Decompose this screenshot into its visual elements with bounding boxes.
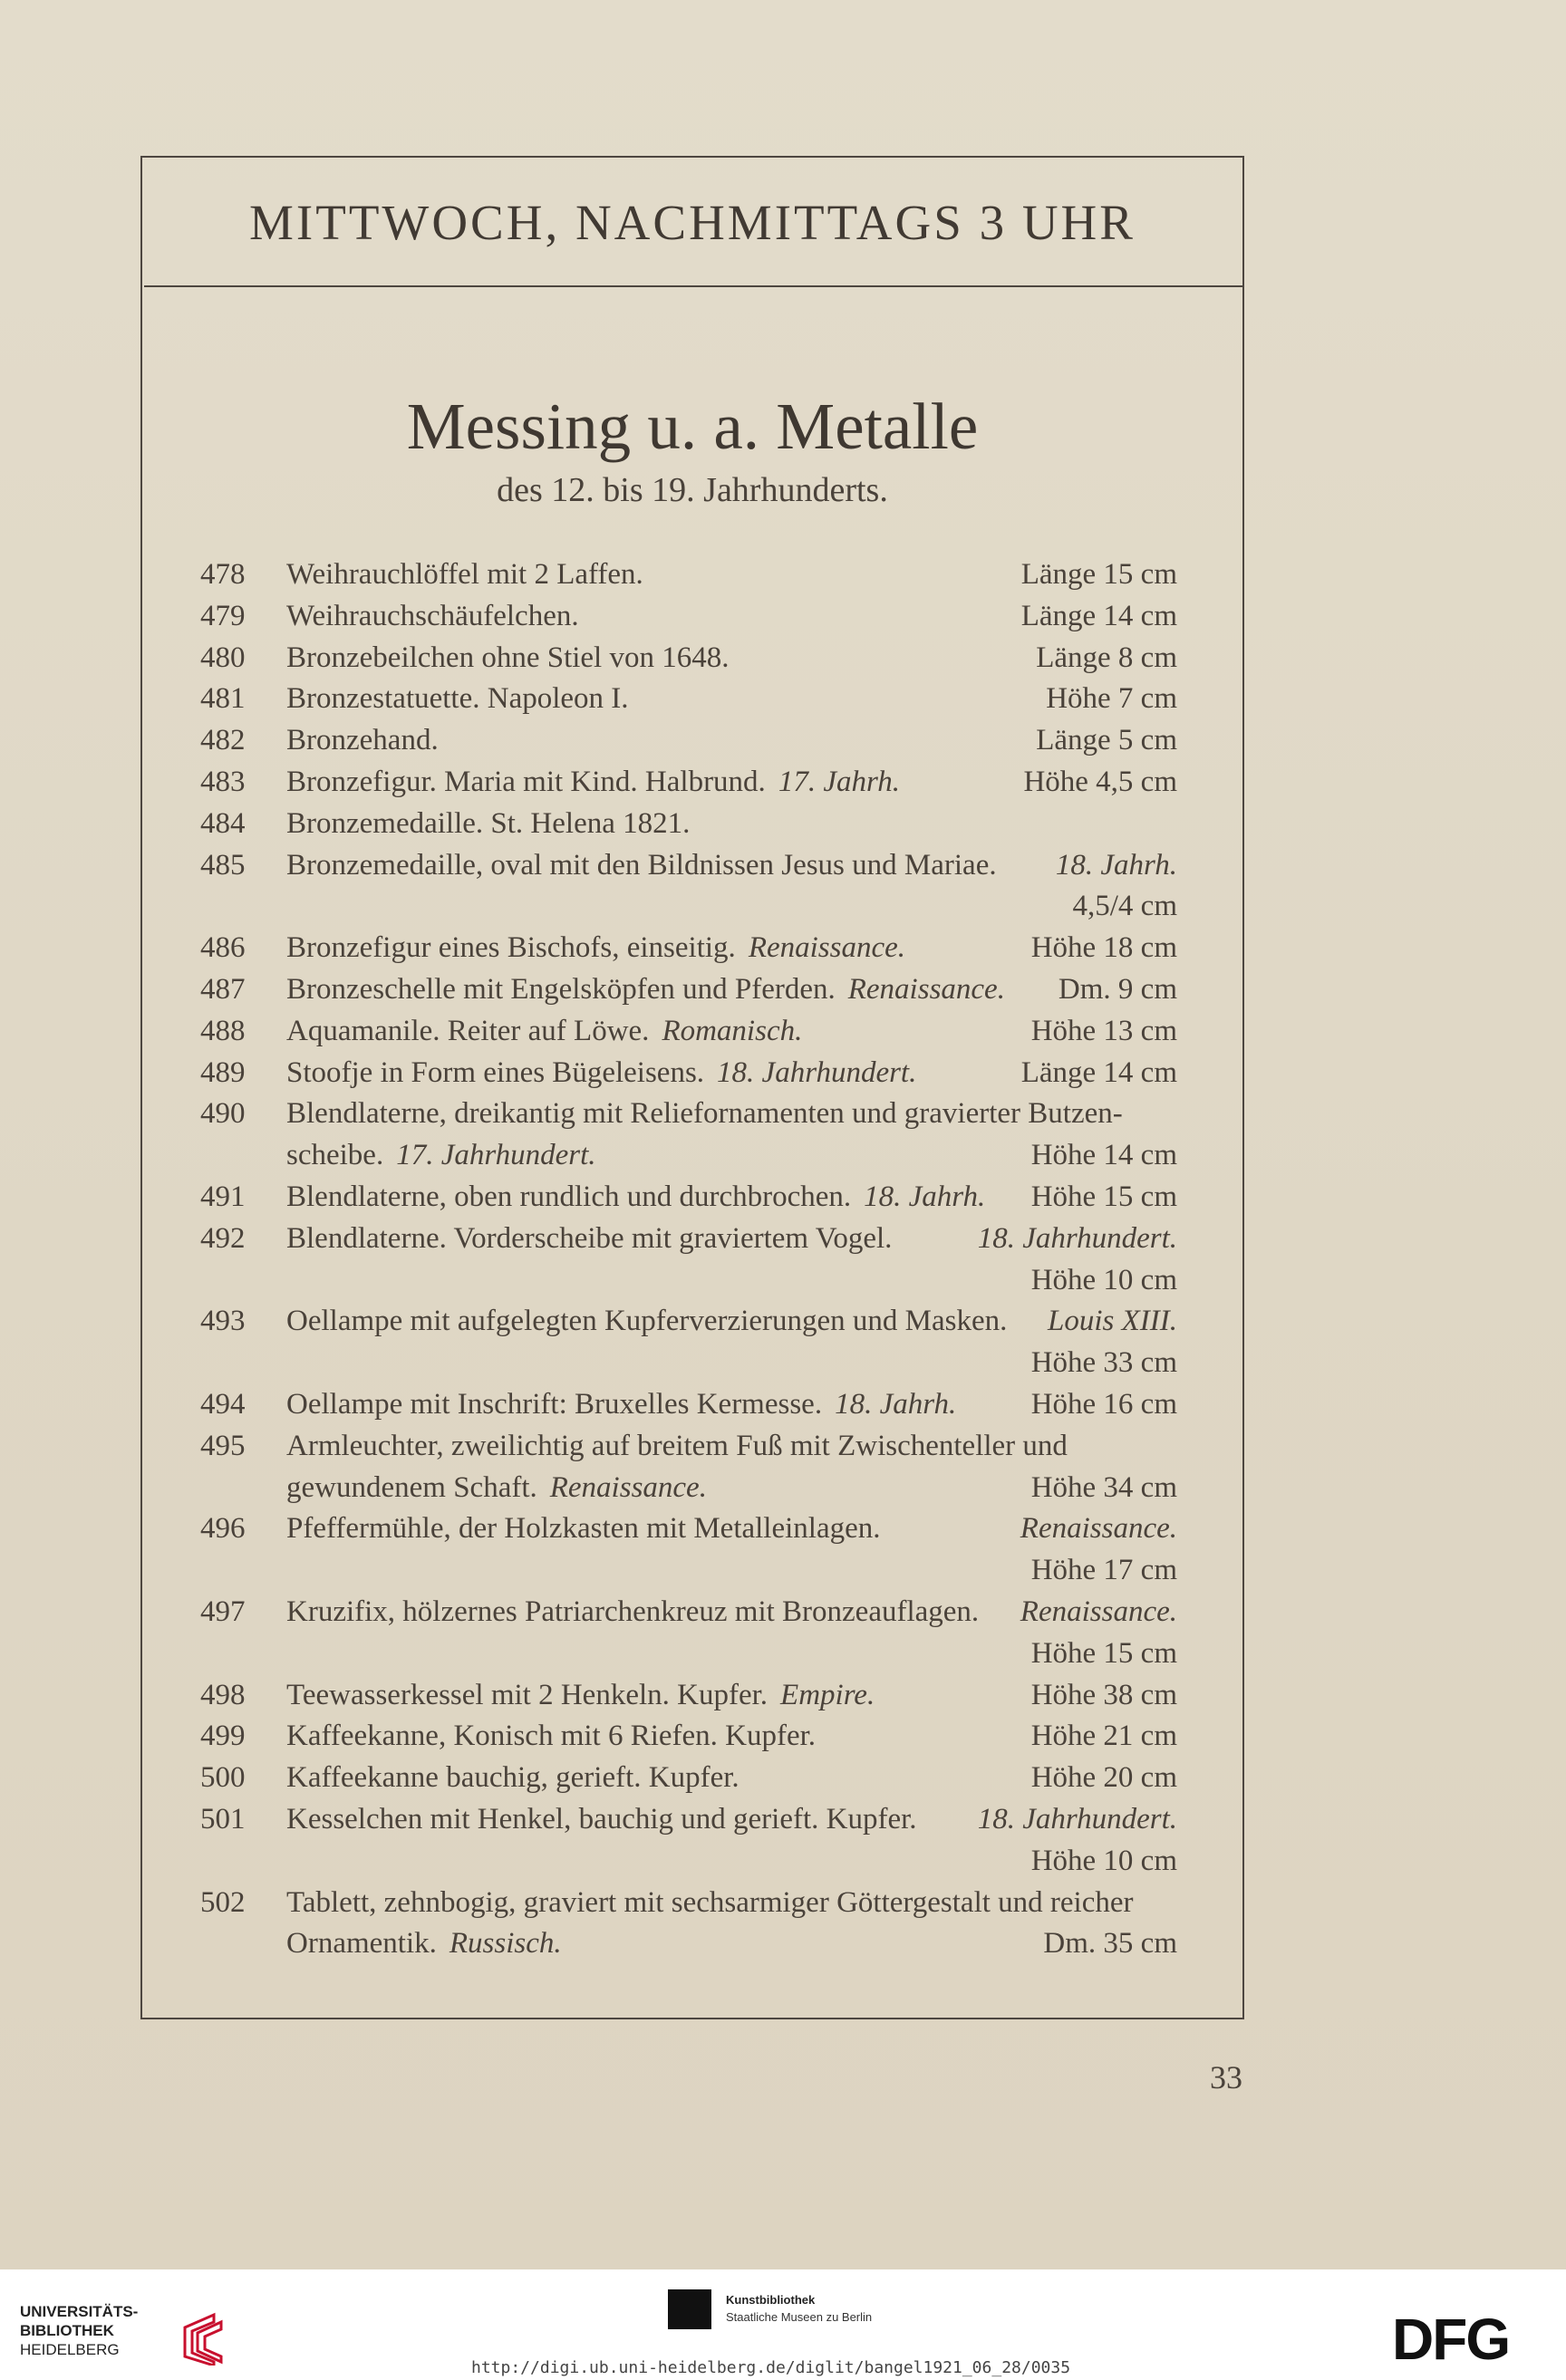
lot-entry: [142, 1301, 1242, 1384]
page-number: 33: [1210, 2059, 1242, 2096]
lot-entry: [142, 1177, 1242, 1219]
lot-number: 490: [200, 1097, 246, 1131]
lot-entry: [142, 554, 1242, 596]
lot-description: Bronzemedaille, oval mit den Bildnissen Jesus und Mariae.: [286, 848, 997, 882]
lot-entry: [142, 1053, 1242, 1094]
lot-measurement: Höhe 13 cm: [1030, 1014, 1177, 1047]
lot-number: 486: [200, 931, 246, 965]
lot-period: Romanisch.: [662, 1014, 803, 1047]
lot-description: Oellampe mit aufgelegten Kupferverzierungen und Masken.: [286, 1305, 1008, 1338]
lot-description: Pfeffermühle, der Holzkasten mit Metalleinlagen.: [286, 1512, 881, 1546]
lot-measurement: Höhe 10 cm: [1030, 1844, 1177, 1877]
lot-entry: [142, 1384, 1242, 1426]
lot-entry: [142, 1094, 1242, 1177]
lot-period: 18. Jahrhundert.: [977, 1802, 1177, 1836]
lot-description: Bronzeschelle mit Engelsköpfen und Pferden.: [286, 972, 836, 1006]
kunstbibliothek-logo[interactable]: [668, 2280, 922, 2326]
lot-description: Stoofje in Form eines Bügeleisens.: [286, 1055, 705, 1089]
lot-number: 479: [200, 599, 246, 632]
lot-description-continued: gewundenem Schaft.: [286, 1470, 537, 1504]
ub-line-3: HEIDELBERG: [20, 2341, 120, 2358]
lot-description: Kruzifix, hölzernes Patriarchenkreuz mit Bronzeauflagen.: [286, 1595, 980, 1628]
kunstbibliothek-mark-icon: [668, 2289, 711, 2329]
lot-description: Blendlaterne. Vorderscheibe mit graviertem Vogel.: [286, 1221, 893, 1255]
lot-number: 492: [200, 1221, 246, 1255]
lot-number: 489: [200, 1055, 246, 1089]
lot-measurement: Höhe 18 cm: [1030, 931, 1177, 965]
lot-description: Weihrauchschäufelchen.: [286, 599, 579, 632]
lot-period: 18. Jahrh.: [864, 1180, 986, 1213]
ub-mark-icon: [178, 2311, 232, 2366]
lot-period: 18. Jahrh.: [835, 1387, 957, 1421]
lot-entry: [142, 969, 1242, 1011]
lot-number: 501: [200, 1802, 246, 1836]
lot-period: 17. Jahrhundert.: [396, 1139, 596, 1172]
header-divider: [144, 285, 1242, 287]
lot-description: Blendlaterne, oben rundlich und durchbrochen.: [286, 1180, 852, 1213]
lot-number: 500: [200, 1761, 246, 1795]
lot-measurement: 4,5/4 cm: [1072, 890, 1177, 923]
lot-period: Russisch.: [449, 1927, 562, 1961]
lot-number: 491: [200, 1180, 246, 1213]
lot-entry: [142, 804, 1242, 845]
lot-number: 495: [200, 1429, 246, 1462]
lot-list: [142, 554, 1242, 1965]
lot-number: 478: [200, 558, 246, 591]
lot-period: 18. Jahrh.: [1055, 848, 1177, 882]
lot-period: Renaissance.: [847, 972, 1005, 1006]
lot-description: Kesselchen mit Henkel, bauchig und gerieft. Kupfer.: [286, 1802, 917, 1836]
lot-measurement: Höhe 15 cm: [1030, 1180, 1177, 1213]
lot-entry: [142, 845, 1242, 929]
lot-measurement: Dm. 9 cm: [1058, 972, 1177, 1006]
lot-entry: [142, 1219, 1242, 1302]
lot-measurement: Höhe 33 cm: [1030, 1346, 1177, 1380]
lot-period: Renaissance.: [748, 931, 906, 965]
lot-entry: [142, 1883, 1242, 1966]
lot-measurement: Höhe 15 cm: [1030, 1636, 1177, 1670]
lot-entry: [142, 638, 1242, 679]
lot-period: Renaissance.: [549, 1470, 707, 1504]
lot-description-continued: scheibe.: [286, 1139, 384, 1172]
lot-number: 480: [200, 641, 246, 674]
lot-description: Teewasserkessel mit 2 Henkeln. Kupfer.: [286, 1678, 768, 1711]
lot-measurement: Höhe 16 cm: [1030, 1387, 1177, 1421]
page-frame: [140, 156, 1244, 2019]
lot-measurement: Dm. 35 cm: [1043, 1927, 1177, 1961]
footer-bar: [0, 2269, 1566, 2380]
lot-number: 502: [200, 1885, 246, 1919]
ub-line-1: UNIVERSITÄTS-: [20, 2303, 139, 2320]
lot-period: Louis XIII.: [1048, 1305, 1177, 1338]
lot-measurement: Länge 14 cm: [1020, 599, 1177, 632]
lot-description: Aquamanile. Reiter auf Löwe.: [286, 1014, 650, 1047]
lot-description: Kaffeekanne bauchig, gerieft. Kupfer.: [286, 1761, 740, 1795]
lot-description: Armleuchter, zweilichtig auf breitem Fuß mit Zwischenteller und: [286, 1429, 1068, 1462]
lot-entry: [142, 762, 1242, 804]
lot-number: 498: [200, 1678, 246, 1711]
lot-measurement: Höhe 17 cm: [1030, 1554, 1177, 1587]
session-header: MITTWOCH, NACHMITTAGS 3 UHR: [249, 195, 1136, 250]
lot-entry: [142, 1011, 1242, 1053]
lot-description: Bronzemedaille. St. Helena 1821.: [286, 806, 691, 840]
lot-description: Blendlaterne, dreikantig mit Reliefornamenten und gravierter Butzen-: [286, 1097, 1123, 1131]
kb-name: Kunstbibliothek: [726, 2293, 816, 2307]
section-title: Messing u. a. Metalle: [406, 390, 979, 463]
permalink-url[interactable]: http://digi.ub.uni-heidelberg.de/diglit/bangel1921_06_28/0035: [471, 2358, 1071, 2377]
lot-description: Bronzefigur eines Bischofs, einseitig.: [286, 931, 736, 965]
lot-number: 481: [200, 682, 246, 716]
lot-measurement: Höhe 7 cm: [1046, 682, 1177, 716]
lot-description: Kaffeekanne, Konisch mit 6 Riefen. Kupfer.: [286, 1720, 817, 1753]
lot-measurement: Höhe 20 cm: [1030, 1761, 1177, 1795]
lot-entry: [142, 720, 1242, 762]
lot-measurement: Länge 14 cm: [1020, 1055, 1177, 1089]
lot-number: 488: [200, 1014, 246, 1047]
lot-description: Weihrauchlöffel mit 2 Laffen.: [286, 558, 643, 591]
lot-measurement: Länge 15 cm: [1020, 558, 1177, 591]
lot-description: Bronzebeilchen ohne Stiel von 1648.: [286, 641, 730, 674]
lot-measurement: Länge 5 cm: [1036, 724, 1177, 757]
lot-number: 482: [200, 724, 246, 757]
lot-number: 497: [200, 1595, 246, 1628]
lot-measurement: Höhe 4,5 cm: [1023, 765, 1177, 798]
lot-entry: [142, 596, 1242, 638]
section-subtitle: des 12. bis 19. Jahrhunderts.: [497, 471, 888, 509]
lot-period: Renaissance.: [1020, 1512, 1177, 1546]
lot-entry: [142, 679, 1242, 720]
kb-subtitle: Staatliche Museen zu Berlin: [726, 2310, 873, 2324]
lot-measurement: Länge 8 cm: [1036, 641, 1177, 674]
lot-number: 484: [200, 806, 246, 840]
lot-measurement: Höhe 34 cm: [1030, 1470, 1177, 1504]
lot-period: Empire.: [780, 1678, 875, 1711]
lot-measurement: Höhe 10 cm: [1030, 1263, 1177, 1296]
lot-description-continued: Ornamentik.: [286, 1927, 437, 1961]
lot-measurement: Höhe 38 cm: [1030, 1678, 1177, 1711]
lot-entry: [142, 1716, 1242, 1758]
lot-number: 499: [200, 1720, 246, 1753]
lot-description: Bronzehand.: [286, 724, 439, 757]
lot-period: 17. Jahrh.: [778, 765, 900, 798]
lot-measurement: Höhe 14 cm: [1030, 1139, 1177, 1172]
lot-entry: [142, 928, 1242, 969]
lot-period: 18. Jahrhundert.: [977, 1221, 1177, 1255]
ub-line-2: BIBLIOTHEK: [20, 2322, 114, 2339]
lot-number: 493: [200, 1305, 246, 1338]
ub-heidelberg-logo[interactable]: [20, 2302, 219, 2366]
lot-entry: [142, 1799, 1242, 1883]
dfg-logo[interactable]: DFG: [1392, 2307, 1510, 2372]
lot-entry: [142, 1758, 1242, 1799]
lot-description: Bronzestatuette. Napoleon I.: [286, 682, 629, 716]
lot-entry: [142, 1508, 1242, 1592]
lot-number: 494: [200, 1387, 246, 1421]
lot-entry: [142, 1592, 1242, 1675]
lot-number: 485: [200, 848, 246, 882]
lot-entry: [142, 1675, 1242, 1717]
lot-description: Oellampe mit Inschrift: Bruxelles Kermesse.: [286, 1387, 823, 1421]
lot-description: Tablett, zehnbogig, graviert mit sechsarmiger Göttergestalt und reicher: [286, 1885, 1134, 1919]
lot-period: 18. Jahrhundert.: [717, 1055, 917, 1089]
lot-measurement: Höhe 21 cm: [1030, 1720, 1177, 1753]
lot-entry: [142, 1426, 1242, 1509]
lot-number: 483: [200, 765, 246, 798]
lot-period: Renaissance.: [1020, 1595, 1177, 1628]
lot-description: Bronzefigur. Maria mit Kind. Halbrund.: [286, 765, 766, 798]
lot-number: 496: [200, 1512, 246, 1546]
lot-number: 487: [200, 972, 246, 1006]
